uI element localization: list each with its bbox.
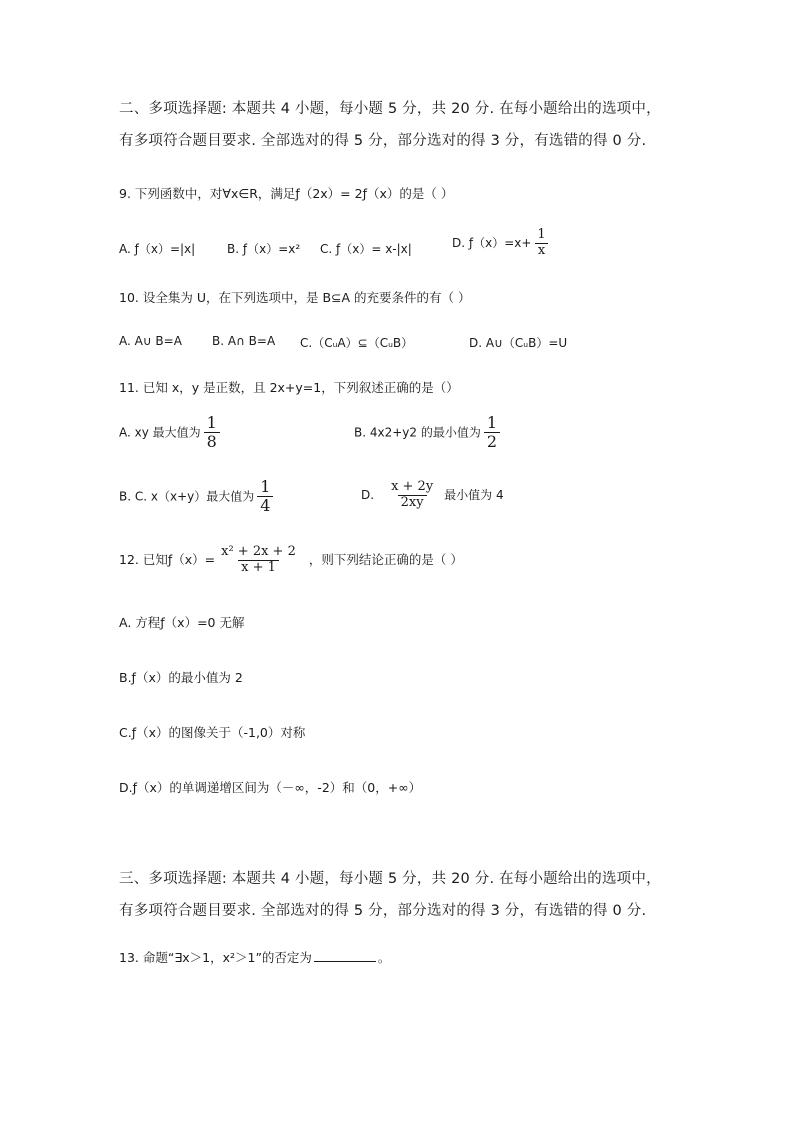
q9-option-d — [452, 228, 552, 259]
q10-option-c: C.（CᵤA）⊆（CᵤB） — [300, 336, 414, 350]
q12-option-a: A. 方程ƒ（x）=0 无解 — [119, 615, 245, 630]
q13-suffix: 。 — [377, 950, 391, 965]
section3-line2: 有多项符合题目要求. 全部选对的得 5 分，部分选对的得 3 分，有选错的得 0 分. — [119, 903, 647, 919]
q11-option-b-prefix: B. 4x2+y2 的最小值为 — [354, 425, 481, 440]
q13-prefix: 13. 命题“∃x＞1，x²＞1”的否定为 — [119, 950, 312, 965]
q12-stem — [119, 545, 463, 576]
fraction-numerator: 1 — [206, 413, 217, 432]
q12-stem-suffix: ，则下列结论正确的是（ ） — [308, 551, 463, 567]
q10-option-d: D. A∪（CᵤB）=U — [469, 336, 568, 350]
q9-option-b: B. ƒ（x）=x² — [227, 242, 301, 256]
q12-option-d: D.ƒ（x）的单调递增区间为（－∞，-2）和（0，+∞） — [119, 780, 422, 795]
q11-option-b — [354, 414, 503, 452]
q12-option-c: C.ƒ（x）的图像关于（-1,0）对称 — [119, 725, 306, 740]
q10-option-b: B. A∩ B=A — [212, 334, 276, 348]
q12-function-fraction — [218, 545, 299, 576]
q9-option-c: C. ƒ（x）= x-|x| — [320, 242, 412, 256]
q11-option-d — [361, 480, 504, 511]
q11-option-d-prefix: D. — [361, 487, 375, 502]
q11-option-c-prefix: B. C. x（x+y）最大值为 — [119, 489, 255, 504]
q11-option-c-fraction — [257, 478, 273, 516]
fraction-numerator: 1 — [486, 413, 498, 432]
q11-stem: 11. 已知 x，y 是正数，且 2x+y=1，下列叙述正确的是（） — [119, 380, 459, 395]
q12-option-b: B.ƒ（x）的最小值为 2 — [119, 670, 243, 685]
q11-option-a-fraction — [204, 414, 220, 452]
q9-option-a: A. ƒ（x）=|x| — [119, 242, 196, 256]
q10-stem: 10. 设全集为 U，在下列选项中，是 B⊆A 的充要条件的有（ ） — [119, 290, 471, 305]
q13-answer-blank[interactable] — [314, 961, 376, 962]
fraction-denominator: 2 — [484, 432, 500, 451]
q9-option-d-fraction — [534, 228, 548, 259]
fraction-numerator: x + 2y — [391, 479, 434, 494]
q11-option-c — [119, 478, 276, 516]
q11-option-b-fraction — [484, 414, 500, 452]
q11-option-d-fraction — [388, 480, 436, 511]
fraction-denominator: 2xy — [398, 495, 427, 511]
fraction-numerator: 1 — [260, 477, 271, 496]
q10-option-a: A. A∪ B=A — [119, 334, 182, 348]
q9-stem: 9. 下列函数中，对∀x∈R，满足ƒ（2x）= 2ƒ（x）的是（ ） — [119, 186, 454, 201]
q12-stem-prefix: 12. 已知ƒ（x）= — [119, 551, 216, 567]
fraction-denominator: x — [535, 243, 548, 259]
section2-line2: 有多项符合题目要求. 全部选对的得 5 分，部分选对的得 3 分，有选错的得 0 分. — [119, 133, 647, 149]
fraction-denominator: 8 — [204, 432, 220, 451]
fraction-numerator: 1 — [537, 227, 546, 242]
q11-option-d-suffix: 最小值为 4 — [444, 487, 504, 502]
section2-line1: 二、多项选择题: 本题共 4 小题，每小题 5 分，共 20 分. 在每小题给出的选项中， — [119, 101, 661, 117]
fraction-denominator: x + 1 — [238, 560, 279, 576]
section3-line1: 三、多项选择题: 本题共 4 小题，每小题 5 分，共 20 分. 在每小题给出的选项中， — [119, 871, 661, 887]
q11-option-a — [119, 414, 223, 452]
fraction-denominator: 4 — [257, 496, 273, 515]
fraction-numerator: x² + 2x + 2 — [221, 544, 296, 559]
q13-stem — [119, 948, 390, 966]
q9-option-d-prefix: D. ƒ（x）=x+ — [452, 235, 532, 250]
q11-option-a-prefix: A. xy 最大值为 — [119, 425, 201, 440]
